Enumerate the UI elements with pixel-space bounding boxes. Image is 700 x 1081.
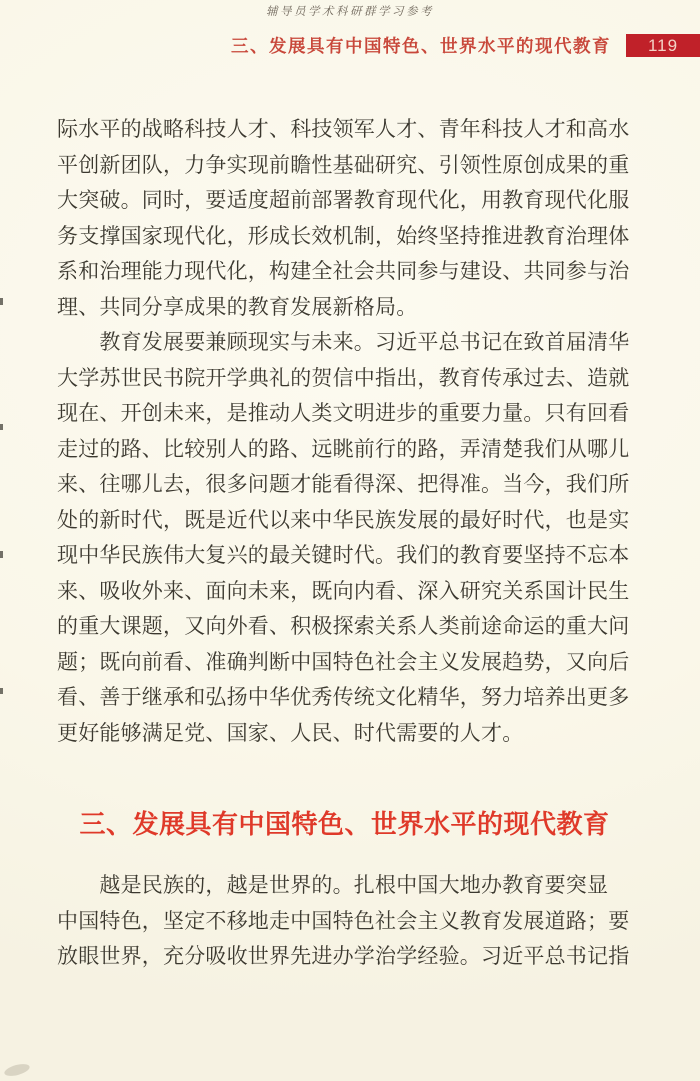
text-line: 题；既向前看、准确判断中国特色社会主义发展趋势，又向后 (57, 649, 630, 674)
text-line: 务支撑国家现代化，形成长效机制，始终坚持推进教育治理体 (57, 223, 630, 248)
text-line: 大突破。同时，要适度超前部署教育现代化，用教育现代化服 (57, 188, 630, 212)
text-line: 际水平的战略科技人才、科技领军人才、青年科技人才和高水 (57, 117, 630, 141)
text-line: 处的新时代，既是近代以来中华民族发展的最好时代，也是实 (57, 507, 630, 532)
text-line: 越是民族的，越是世界的。扎根中国大地办教育要突显 (57, 873, 609, 897)
body-text-block-2 (57, 868, 632, 975)
text-line: 中国特色，坚定不移地走中国特色社会主义教育发展道路；要 (57, 908, 630, 933)
text-line: 平创新团队，力争实现前瞻性基础研究、引领性原创成果的重 (57, 152, 630, 177)
top-note: 辅导员学术科研群学习参考 (266, 4, 434, 18)
scan-artifact (0, 424, 3, 430)
text-line: 现中华民族伟大复兴的最关键时代。我们的教育要坚持不忘本 (57, 543, 630, 567)
text-line: 来、吸收外来、面向未来，既向内看、深入研究关系国计民生 (57, 578, 630, 603)
text-line: 系和治理能力现代化，构建全社会共同参与建设、共同参与治 (57, 259, 630, 283)
scan-artifact (0, 688, 3, 694)
scan-artifact (0, 551, 3, 558)
text-line: 理、共同分享成果的教育发展新格局。 (57, 294, 418, 319)
scan-artifact (0, 298, 3, 305)
text-line: 的重大课题，又向外看、积极探索关系人类前途命运的重大问 (57, 614, 630, 638)
text-line: 教育发展要兼顾现实与未来。习近平总书记在致首届清华 (57, 330, 630, 354)
text-line: 现在、开创未来，是推动人类文明进步的重要力量。只有回看 (57, 401, 630, 425)
page-number-badge (626, 34, 700, 57)
section-heading: 三、发展具有中国特色、世界水平的现代教育 (79, 809, 610, 839)
text-line: 放眼世界，充分吸收世界先进办学治学经验。习近平总书记指 (57, 944, 630, 968)
page-number: 119 (647, 35, 679, 55)
running-header (231, 33, 700, 58)
text-line: 更好能够满足党、国家、人民、时代需要的人才。 (57, 720, 524, 745)
body-text-block-1 (57, 112, 632, 751)
text-line: 大学苏世民书院开学典礼的贺信中指出，教育传承过去、造就 (57, 365, 630, 390)
text-line: 看、善于继承和弘扬中华优秀传统文化精华，努力培养出更多 (57, 685, 630, 709)
text-line: 来、往哪儿去，很多问题才能看得深、把得准。当今，我们所 (57, 472, 630, 496)
running-header-title: 三、发展具有中国特色、世界水平的现代教育 (231, 36, 611, 56)
text-line: 走过的路、比较别人的路、远眺前行的路，弄清楚我们从哪儿 (57, 436, 630, 461)
